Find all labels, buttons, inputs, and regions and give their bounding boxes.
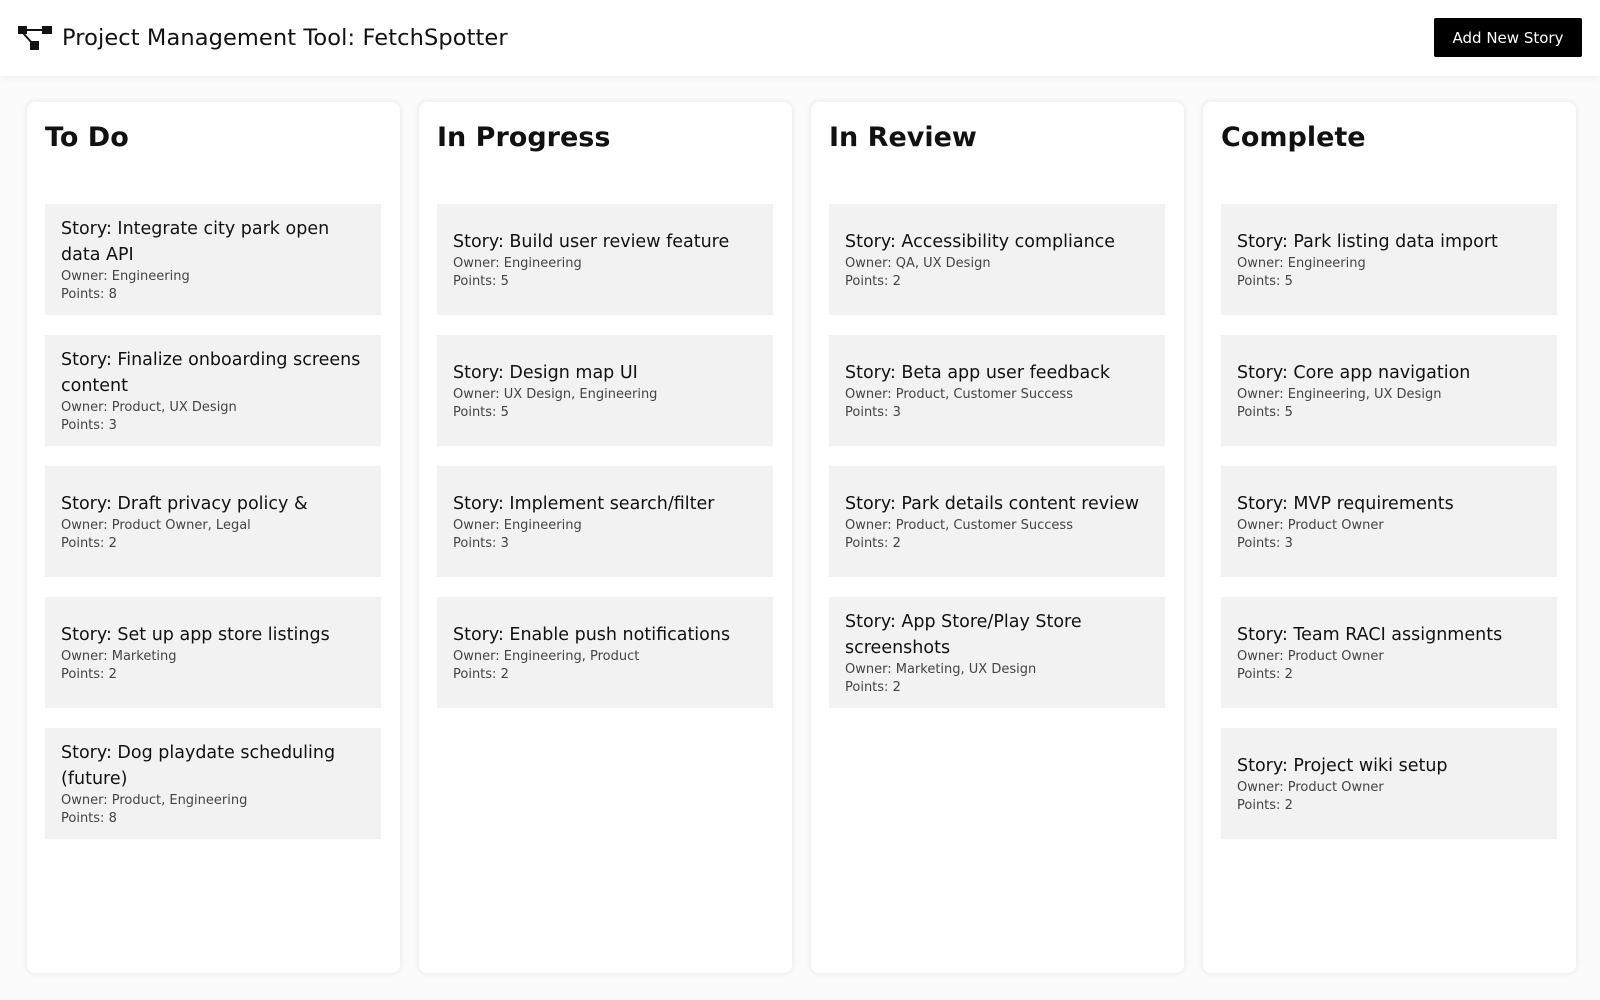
add-new-story-button[interactable]: Add New Story bbox=[1434, 18, 1582, 57]
story-title: Story: Set up app store listings bbox=[61, 624, 330, 645]
story-card[interactable] bbox=[437, 204, 773, 315]
story-points: Points: 5 bbox=[1237, 404, 1293, 420]
story-card[interactable] bbox=[1221, 204, 1557, 315]
story-title: Story: App Store/Play Store screenshots bbox=[845, 611, 1082, 658]
story-title: Story: Park listing data import bbox=[1237, 231, 1498, 252]
story-points: Points: 2 bbox=[845, 679, 901, 695]
story-card[interactable] bbox=[437, 597, 773, 708]
story-points: Points: 2 bbox=[1237, 797, 1293, 813]
story-points: Points: 8 bbox=[61, 286, 117, 302]
story-points: Points: 2 bbox=[1237, 666, 1293, 682]
story-card[interactable] bbox=[45, 466, 381, 577]
column-title: Complete bbox=[1221, 122, 1366, 153]
story-card[interactable] bbox=[1221, 597, 1557, 708]
story-points: Points: 5 bbox=[453, 273, 509, 289]
story-card[interactable] bbox=[45, 728, 381, 839]
column-in-review bbox=[811, 102, 1184, 973]
story-title: Story: Draft privacy policy & bbox=[61, 493, 308, 514]
story-title: Story: Integrate city park open data API bbox=[61, 218, 330, 265]
story-card[interactable] bbox=[829, 335, 1165, 446]
story-points: Points: 3 bbox=[845, 404, 901, 420]
story-title: Story: Finalize onboarding screens content bbox=[61, 349, 361, 396]
story-title: Story: Accessibility compliance bbox=[845, 231, 1116, 252]
story-title: Story: Dog playdate scheduling (future) bbox=[61, 742, 336, 789]
story-points: Points: 8 bbox=[61, 810, 117, 826]
column-complete bbox=[1203, 102, 1576, 973]
story-title: Story: Park details content review bbox=[845, 493, 1140, 514]
column-to-do bbox=[27, 102, 400, 973]
story-card[interactable] bbox=[437, 466, 773, 577]
story-owner: Owner: Product, Customer Success bbox=[845, 517, 1073, 533]
story-owner: Owner: Product Owner, Legal bbox=[61, 517, 251, 533]
story-points: Points: 5 bbox=[1237, 273, 1293, 289]
story-owner: Owner: Product Owner bbox=[1237, 517, 1384, 533]
story-card[interactable] bbox=[829, 466, 1165, 577]
story-owner: Owner: Engineering bbox=[453, 517, 582, 533]
story-title: Story: Enable push notifications bbox=[453, 624, 731, 645]
story-points: Points: 2 bbox=[61, 666, 117, 682]
story-owner: Owner: Engineering, Product bbox=[453, 648, 640, 664]
story-title: Story: MVP requirements bbox=[1237, 493, 1454, 514]
story-card[interactable] bbox=[1221, 466, 1557, 577]
story-points: Points: 3 bbox=[61, 417, 117, 433]
story-card[interactable] bbox=[45, 204, 381, 315]
column-title: In Progress bbox=[437, 122, 611, 153]
story-title: Story: Design map UI bbox=[453, 362, 638, 383]
story-title: Story: Build user review feature bbox=[453, 231, 730, 252]
story-owner: Owner: Engineering bbox=[1237, 255, 1366, 271]
story-owner: Owner: Marketing, UX Design bbox=[845, 661, 1037, 677]
story-points: Points: 5 bbox=[453, 404, 509, 420]
kanban-board bbox=[27, 102, 1576, 973]
story-owner: Owner: Engineering bbox=[61, 268, 190, 284]
column-in-progress bbox=[419, 102, 792, 973]
story-card[interactable] bbox=[1221, 335, 1557, 446]
story-points: Points: 2 bbox=[453, 666, 509, 682]
story-owner: Owner: Engineering bbox=[453, 255, 582, 271]
story-owner: Owner: Marketing bbox=[61, 648, 177, 664]
page-title: Project Management Tool: FetchSpotter bbox=[62, 25, 508, 51]
story-title: Story: Project wiki setup bbox=[1237, 755, 1448, 776]
story-owner: Owner: QA, UX Design bbox=[845, 255, 991, 271]
story-card[interactable] bbox=[829, 597, 1165, 708]
story-points: Points: 3 bbox=[1237, 535, 1293, 551]
hierarchy-icon bbox=[18, 24, 52, 52]
story-points: Points: 2 bbox=[845, 535, 901, 551]
story-points: Points: 2 bbox=[845, 273, 901, 289]
story-title: Story: Core app navigation bbox=[1237, 362, 1471, 383]
story-points: Points: 2 bbox=[61, 535, 117, 551]
column-title: In Review bbox=[829, 122, 977, 153]
story-title: Story: Implement search/filter bbox=[453, 493, 715, 514]
story-owner: Owner: Product Owner bbox=[1237, 648, 1384, 664]
story-points: Points: 3 bbox=[453, 535, 509, 551]
story-title: Story: Team RACI assignments bbox=[1237, 624, 1503, 645]
story-owner: Owner: UX Design, Engineering bbox=[453, 386, 658, 402]
app-header bbox=[0, 0, 1600, 76]
story-owner: Owner: Product, Engineering bbox=[61, 792, 248, 808]
story-card[interactable] bbox=[437, 335, 773, 446]
story-card[interactable] bbox=[45, 597, 381, 708]
story-owner: Owner: Product Owner bbox=[1237, 779, 1384, 795]
story-owner: Owner: Product, UX Design bbox=[61, 399, 237, 415]
story-card[interactable] bbox=[1221, 728, 1557, 839]
story-owner: Owner: Product, Customer Success bbox=[845, 386, 1073, 402]
story-card[interactable] bbox=[829, 204, 1165, 315]
story-owner: Owner: Engineering, UX Design bbox=[1237, 386, 1442, 402]
story-card[interactable] bbox=[45, 335, 381, 446]
column-title: To Do bbox=[45, 122, 129, 153]
story-title: Story: Beta app user feedback bbox=[845, 362, 1110, 383]
